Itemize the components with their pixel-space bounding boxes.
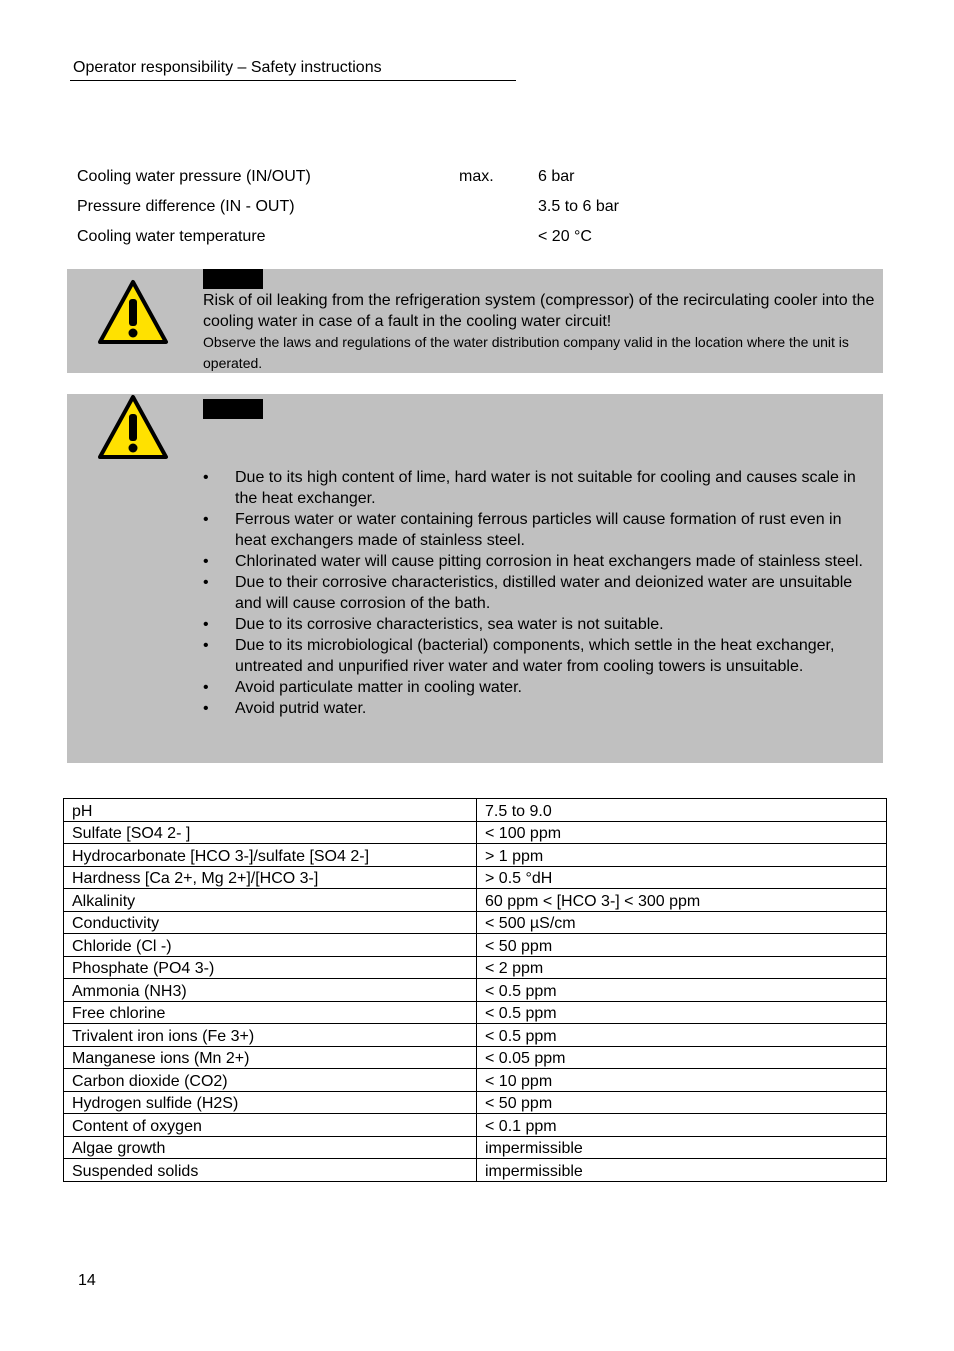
list-item-text: Due to its corrosive characteristics, sea water is not suitable. [235,616,664,633]
value-cell: < 2 ppm [477,956,887,979]
spec-label: Cooling water temperature [77,228,266,245]
list-item-text: Due to their corrosive characteristics, distilled water and deionized water are unsuitable and will cause corrosion of the bath. [235,574,853,612]
parameter-cell: Manganese ions (Mn 2+) [64,1046,477,1069]
list-item [203,551,875,572]
value-cell: < 0.1 ppm [477,1114,887,1137]
bullet-icon: • [203,679,209,696]
signal-word-bar [203,269,263,289]
warning-note: Observe the laws and regulations of the water distribution company valid in the location where the unit is operated. [203,334,849,371]
spec-qualifier: max. [459,168,494,185]
value-cell: < 0.5 ppm [477,1024,887,1047]
parameter-cell: Conductivity [64,911,477,934]
page-header: Operator responsibility – Safety instructions [70,58,516,81]
value-cell: < 0.5 ppm [477,979,887,1002]
list-item-text: Avoid particulate matter in cooling water. [235,679,522,696]
parameter-cell: Suspended solids [64,1159,477,1182]
value-cell: < 50 ppm [477,1091,887,1114]
value-cell: > 0.5 °dH [477,866,887,889]
table-row [64,1159,887,1182]
list-item-text: Due to its high content of lime, hard water is not suitable for cooling and causes scale in the heat exchanger. [235,469,856,507]
parameter-cell: Hydrocarbonate [HCO 3-]/sulfate [SO4 2-] [64,844,477,867]
value-cell: 7.5 to 9.0 [477,799,887,822]
bullet-icon: • [203,511,209,528]
bullet-icon: • [203,469,209,486]
bullet-icon: • [203,637,209,654]
spec-value: < 20 °C [538,228,592,245]
value-cell: < 10 ppm [477,1069,887,1092]
list-item-text: Chlorinated water will cause pitting corrosion in heat exchangers made of stainless steel. [235,553,863,570]
value-cell: 60 ppm < [HCO 3-] < 300 ppm [477,889,887,912]
list-item [203,467,875,509]
table-row [64,911,887,934]
parameter-cell: Hardness [Ca 2+, Mg 2+]/[HCO 3-] [64,866,477,889]
parameter-cell: Hydrogen sulfide (H2S) [64,1091,477,1114]
list-item-text: Ferrous water or water containing ferrous particles will cause formation of rust even in heat exchangers made of stainless steel. [235,511,842,549]
table-row [64,1001,887,1024]
parameter-cell: Phosphate (PO4 3-) [64,956,477,979]
list-item [203,614,875,635]
warning-triangle-icon [97,279,169,345]
warning-triangle-icon [97,394,169,460]
table-row [64,844,887,867]
table-row [64,1024,887,1047]
warning-box-water-quality [67,394,883,763]
table-row [64,1069,887,1092]
list-item-text: Due to its microbiological (bacterial) components, which settle in the heat exchanger, untreated and unpurified river water and water from cooling towers is unsuitable. [235,637,835,675]
water-quality-table [63,798,887,1182]
value-cell: < 500 µS/cm [477,911,887,934]
list-item [203,698,875,719]
warning-text: Risk of oil leaking from the refrigeration system (compressor) of the recirculating cooler into the cooling water in case of a fault in the cooling water circuit! [203,292,875,330]
bullet-icon: • [203,616,209,633]
list-item [203,635,875,677]
value-cell: < 100 ppm [477,821,887,844]
spec-label: Pressure difference (IN - OUT) [77,198,295,215]
bullet-icon: • [203,574,209,591]
spec-value: 6 bar [538,168,575,185]
parameter-cell: Sulfate [SO4 2- ] [64,821,477,844]
value-cell: < 0.5 ppm [477,1001,887,1024]
list-item-text: Avoid putrid water. [235,700,367,717]
value-cell: impermissible [477,1159,887,1182]
parameter-cell: Chloride (Cl -) [64,934,477,957]
value-cell: impermissible [477,1136,887,1159]
parameter-cell: Alkalinity [64,889,477,912]
table-row [64,866,887,889]
table-row [64,1091,887,1114]
value-cell: > 1 ppm [477,844,887,867]
parameter-cell: pH [64,799,477,822]
parameter-cell: Carbon dioxide (CO2) [64,1069,477,1092]
page-number: 14 [78,1272,96,1289]
warning-box-oil-leak [67,269,883,373]
bullet-icon: • [203,553,209,570]
parameter-cell: Free chlorine [64,1001,477,1024]
table-row [64,889,887,912]
water-warning-list [203,467,875,719]
parameter-cell: Trivalent iron ions (Fe 3+) [64,1024,477,1047]
parameter-cell: Ammonia (NH3) [64,979,477,1002]
list-item [203,509,875,551]
table-row [64,1114,887,1137]
list-item [203,572,875,614]
parameter-cell: Algae growth [64,1136,477,1159]
table-row [64,979,887,1002]
value-cell: < 50 ppm [477,934,887,957]
table-row [64,1046,887,1069]
table-row [64,799,887,822]
table-row [64,821,887,844]
signal-word-bar [203,399,263,419]
spec-label: Cooling water pressure (IN/OUT) [77,168,311,185]
table-row [64,934,887,957]
parameter-cell: Content of oxygen [64,1114,477,1137]
spec-value: 3.5 to 6 bar [538,198,619,215]
table-row [64,956,887,979]
value-cell: < 0.05 ppm [477,1046,887,1069]
bullet-icon: • [203,700,209,717]
table-row [64,1136,887,1159]
list-item [203,677,875,698]
